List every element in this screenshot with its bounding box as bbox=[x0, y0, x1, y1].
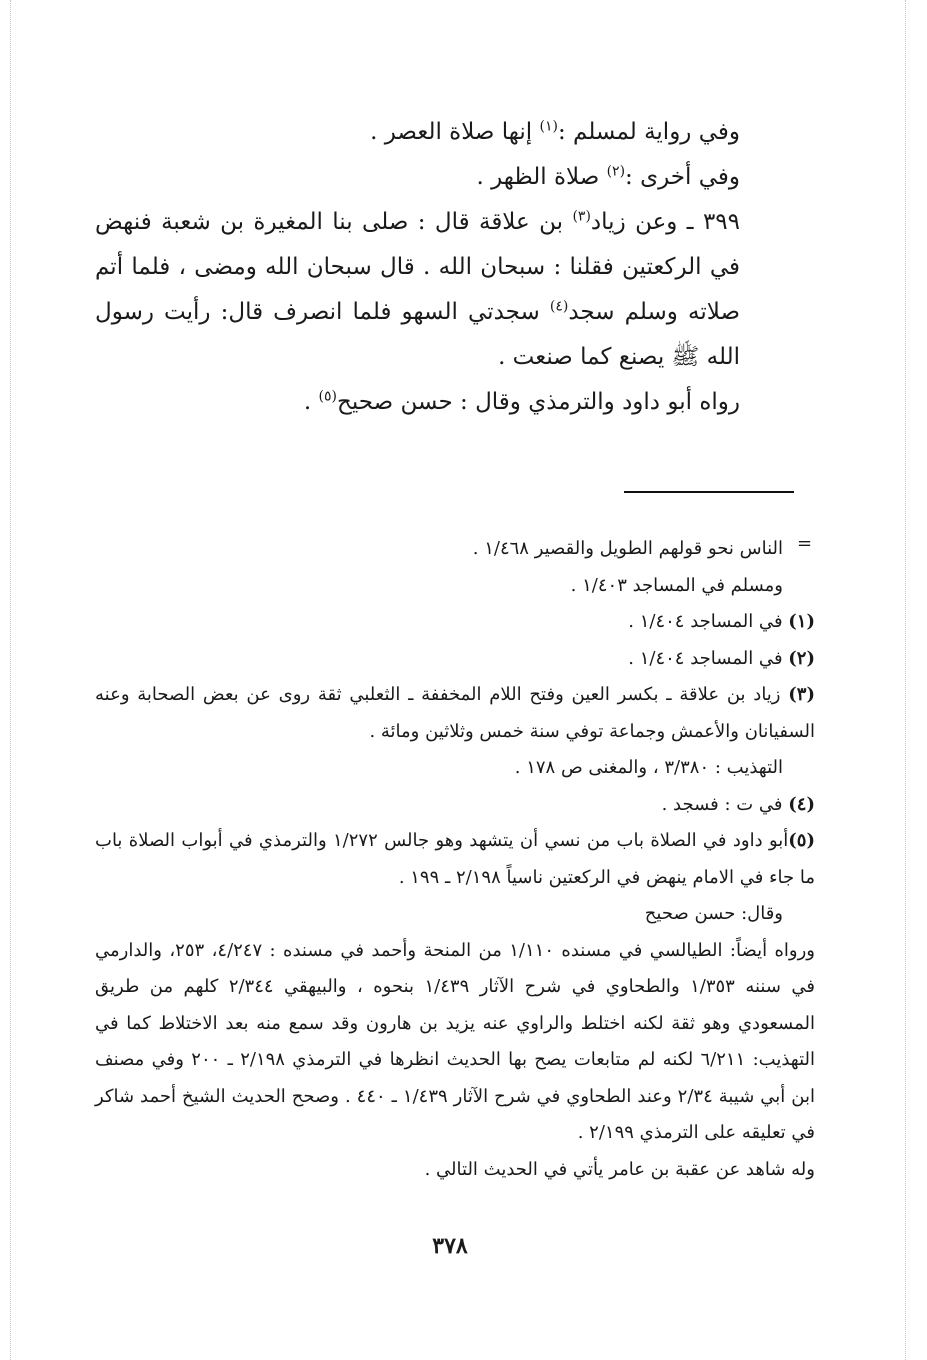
footnote-label: (٥) bbox=[788, 830, 815, 851]
footnote-3-continuation: التهذيب : ٣/٣٨٠ ، والمغنى ص ١٧٨ . bbox=[514, 757, 783, 778]
footnote-1 bbox=[95, 604, 815, 641]
footnote-3 bbox=[95, 677, 815, 750]
paragraph-narrators bbox=[95, 380, 785, 425]
footnote-separator bbox=[624, 491, 794, 493]
footnote-continuation: الناس نحو قولهم الطويل والقصير ١/٤٦٨ . bbox=[472, 538, 783, 559]
text-span: ٣٩٩ ـ وعن زياد bbox=[590, 209, 740, 235]
footnote-text: في المساجد ١/٤٠٤ . bbox=[628, 647, 789, 669]
footnote-label: (٤) bbox=[788, 793, 815, 815]
page-number: ٣٧٨ bbox=[432, 1233, 468, 1259]
footnote-label: (٣) bbox=[788, 684, 815, 705]
continuation-mark: = bbox=[797, 533, 813, 554]
footnote-label: (٢) bbox=[788, 647, 815, 669]
footnote-5 bbox=[95, 823, 815, 896]
text-span: وفي رواية لمسلم : bbox=[557, 119, 740, 145]
text-span: إنها صلاة العصر . bbox=[370, 119, 540, 145]
footnote-4 bbox=[95, 787, 815, 824]
footnote-ref-4: (٤) bbox=[549, 298, 569, 315]
text-span: . bbox=[303, 389, 319, 415]
footnote-text: أبو داود في الصلاة باب من نسي أن يتشهد وهو جالس ١/٢٧٢ والترمذي في أبواب الصلاة باب ما جاء في الامام ينهض في الركعتين ناسياً ٢/١٩٨ ـ ١٩٩ . bbox=[95, 830, 815, 888]
footnote-5-paragraph: ورواه أيضاً: الطيالسي في مسنده ١/١١٠ من المنحة وأحمد في مسنده : ٤/٢٤٧، ٢٥٣، والدارمي في سننه ١/٣٥٣ والطحاوي في شرح الآثار ١/٤٣٩ بنحوه ، والبيهقي ٢/٣٤٤ كلهم من طريق المسعودي وهو ثقة لكنه اختلط والراوي عنه يزيد بن هارون وقد سمع منه بعد الاختلاط كما في التهذيب: ٦/٢١١ لكنه لم متابعات يصح بها الحديث انظرها في الترمذي ٢/١٩٨ ـ ٢٠٠ وفي مصنف ابن أبي شيبة ٢/٣٤ وعند الطحاوي في شرح الآثار ١/٤٣٩ ـ ٤٤٠ . وصحح الحديث الشيخ أحمد شاكر في تعليقه على الترمذي ٢/١٩٩ . bbox=[95, 939, 816, 1143]
footnote-5-paragraph: وله شاهد عن عقبة بن عامر يأتي في الحديث التالي . bbox=[424, 1158, 815, 1180]
footnote-ref-3: (٣) bbox=[572, 208, 591, 225]
text-span: وفي أخرى : bbox=[625, 164, 740, 190]
paragraph-muslim-narration bbox=[95, 110, 785, 155]
text-span: صلاة الظهر . bbox=[476, 164, 607, 190]
main-text bbox=[95, 110, 785, 425]
left-margin-dotted-line bbox=[10, 0, 12, 1360]
footnote-continuation: ومسلم في المساجد ١/٤٠٣ . bbox=[570, 574, 783, 596]
footnote-text: زياد بن علاقة ـ بكسر العين وفتح اللام المخففة ـ الثعلبي ثقة روى عن بعض الصحابة وعنه السفيانان والأعمش وجماعة توفي سنة خمس وثلاثين ومائة . bbox=[95, 684, 815, 742]
footnote-text: في ت : فسجد . bbox=[661, 793, 789, 815]
text-span: بن علاقة قال : صلى بنا المغيرة بن شعبة فنهض في الركعتين فقلنا : سبحان الله . قال سبحان الله ومضى ، فلما أتم صلاته وسلم سجد bbox=[95, 209, 740, 325]
footnote-ref-2: (٢) bbox=[606, 163, 626, 180]
text-span: سجدتي السهو فلما انصرف قال: رأيت رسول الله ﷺ يصنع كما صنعت . bbox=[95, 299, 740, 370]
footnote-text: في المساجد ١/٤٠٤ . bbox=[628, 611, 789, 632]
right-margin-dotted-line bbox=[905, 0, 907, 1360]
footnotes bbox=[95, 531, 815, 1188]
footnote-ref-1: (١) bbox=[539, 118, 558, 135]
footnote-ref-5: (٥) bbox=[318, 388, 337, 405]
footnote-2 bbox=[95, 641, 815, 678]
hadith-399 bbox=[95, 200, 785, 380]
text-span: رواه أبو داود والترمذي وقال : حسن صحيح bbox=[337, 389, 740, 415]
footnote-5-continuation: وقال: حسن صحيح bbox=[644, 903, 783, 924]
paragraph-other-narration bbox=[95, 155, 785, 200]
footnote-label: (١) bbox=[788, 611, 815, 632]
